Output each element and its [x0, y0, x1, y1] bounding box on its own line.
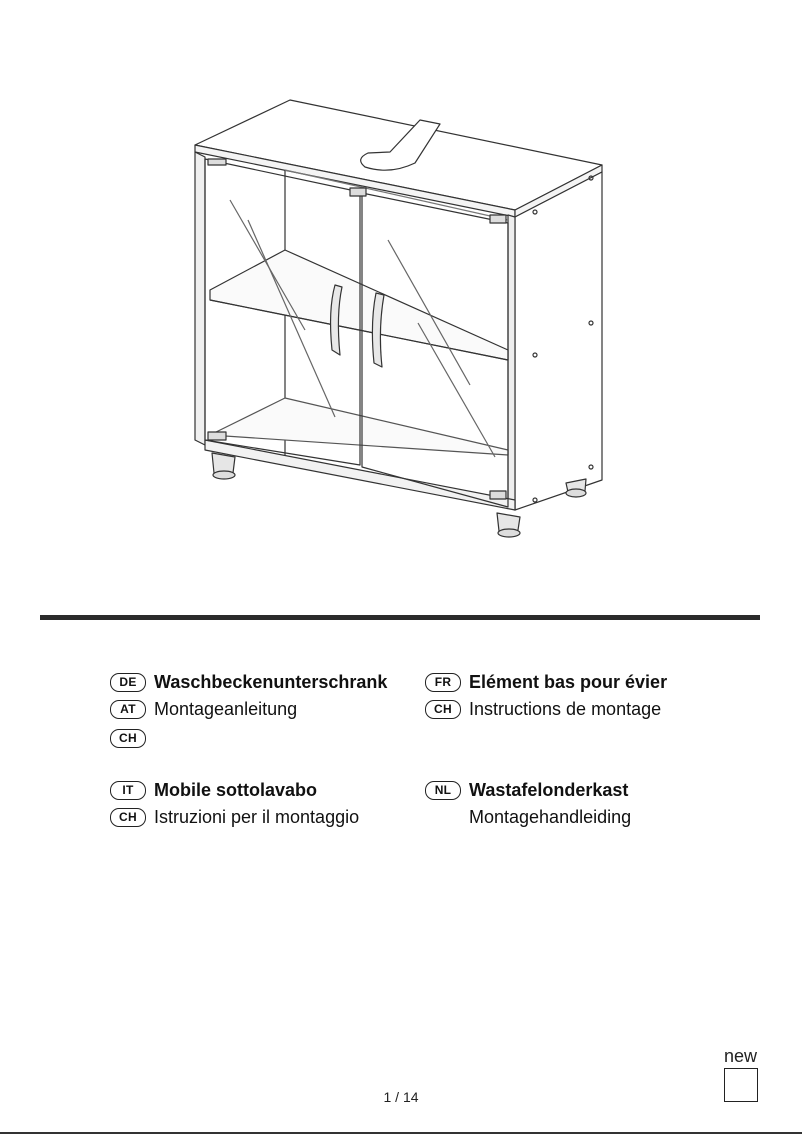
country-badge-it: IT	[110, 781, 146, 800]
de-subtitle: Montageanleitung	[154, 699, 298, 719]
de-subtitle-row	[110, 699, 297, 720]
it-title: Mobile sottolavabo	[154, 780, 318, 800]
fr-subtitle: Instructions de montage	[469, 699, 662, 719]
de-ch-row	[110, 729, 154, 748]
country-badge-nl: NL	[425, 781, 461, 800]
country-badge-ch: CH	[425, 700, 461, 719]
new-checkbox-icon	[724, 1068, 758, 1102]
nl-title: Wastafelonderkast	[469, 780, 629, 800]
de-title-row	[110, 672, 387, 693]
country-badge-ch: CH	[110, 729, 146, 748]
nl-subtitle-row	[425, 807, 631, 828]
country-badge-fr: FR	[425, 673, 461, 692]
nl-subtitle: Montagehandleiding	[469, 807, 632, 827]
horizontal-rule	[40, 615, 760, 620]
country-badge-ch: CH	[110, 808, 146, 827]
cabinet-illustration	[190, 95, 610, 540]
it-subtitle-row	[110, 807, 359, 828]
language-block-nl	[425, 780, 725, 840]
country-badge-de: DE	[110, 673, 146, 692]
fr-subtitle-row	[425, 699, 661, 720]
language-block-de	[110, 672, 410, 762]
bottom-border	[0, 1132, 802, 1134]
de-title: Waschbeckenunterschrank	[154, 672, 388, 692]
it-title-row	[110, 780, 317, 801]
language-block-it	[110, 780, 410, 840]
country-badge-at: AT	[110, 700, 146, 719]
language-block-fr	[425, 672, 725, 732]
new-label: new	[724, 1046, 758, 1066]
fr-title-row	[425, 672, 667, 693]
fr-title: Elément bas pour évier	[469, 672, 668, 692]
page-number: 1 / 14	[383, 1089, 419, 1105]
nl-title-row	[425, 780, 628, 801]
it-subtitle: Istruzioni per il montaggio	[154, 807, 360, 827]
